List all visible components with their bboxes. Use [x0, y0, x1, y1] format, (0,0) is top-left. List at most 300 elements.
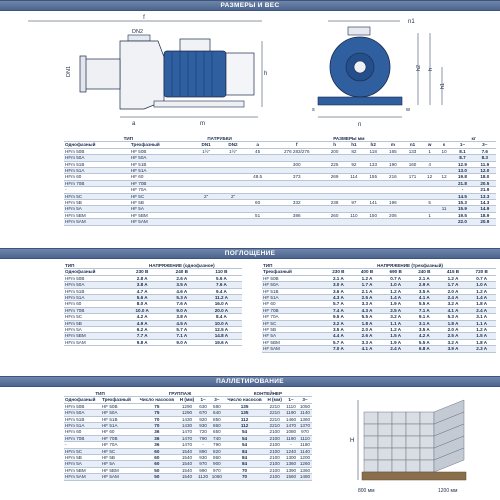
table-cell: 48.5 — [246, 174, 268, 180]
table-cell: 114 — [344, 174, 363, 180]
table-cell: HFm 5BM — [64, 212, 130, 218]
th-col: 415 В — [439, 269, 468, 275]
table-cell: HF 5C — [262, 320, 324, 326]
pallet-box — [420, 460, 434, 472]
th-three: Трехфазный — [130, 142, 193, 148]
table-cell: 3.5 A — [324, 327, 353, 333]
table-cell: 2100 — [265, 448, 284, 454]
th-col: 240 В — [410, 269, 439, 275]
table-cell: 300 — [269, 161, 325, 167]
th-col: h1 — [344, 142, 363, 148]
table-cell — [193, 219, 220, 225]
table-cell: 19.6 A — [201, 339, 242, 345]
table-cell: 930 — [196, 423, 210, 429]
th-col: 720 В — [467, 269, 496, 275]
table-cell: HF 5BM — [101, 467, 136, 473]
label-h: h — [428, 67, 434, 71]
table-cell: HF 5AM — [262, 346, 324, 352]
table-cell: 1½" — [220, 148, 247, 154]
th-col: 110 В — [201, 269, 242, 275]
table-cell: HF 60 — [262, 301, 324, 307]
th-col: 240 В — [163, 269, 201, 275]
table-cell: 13.0 — [451, 168, 473, 174]
table-cell: HF 51A — [262, 295, 324, 301]
table-cell: 14.3 — [474, 200, 496, 206]
table-cell: HF 50A — [262, 282, 324, 288]
table-cell: 1 — [422, 212, 436, 218]
table-cell: HFm 5A — [64, 206, 130, 212]
table-cell — [437, 219, 451, 225]
th-col: 230 В — [122, 269, 163, 275]
table-cell: 18.9 — [474, 212, 496, 218]
table-cell: 5.3 A — [163, 295, 201, 301]
table-cell: 1.9 A — [381, 301, 410, 307]
table-cell: 1½" — [193, 148, 220, 154]
label-w: w — [406, 107, 410, 113]
table-cell: 8.0 A — [122, 301, 163, 307]
table-cell: HF 60 — [101, 429, 136, 435]
table-cell: 1.8 A — [467, 339, 496, 345]
table-cell: 110 — [344, 212, 363, 218]
table-cell: 860 — [210, 455, 224, 461]
table-cell: 1180 — [298, 442, 312, 448]
table-cell: 5.5 A — [410, 301, 439, 307]
table-cell: 630 — [196, 403, 210, 409]
table-cell: HF 5B — [262, 327, 324, 333]
table-cell: 7.6 — [474, 148, 496, 154]
table-cell: HF 5A — [262, 333, 324, 339]
table-cell: HF 5BM — [262, 339, 324, 345]
table-cell: 3.2 A — [381, 314, 410, 320]
table-cell: 1060 — [211, 474, 222, 480]
table-cell: 8.1 — [451, 148, 473, 154]
table-cell: 4.3 A — [324, 295, 353, 301]
th-voltage-three: НАПРЯЖЕНИЕ (трехфазный) — [324, 263, 496, 269]
table-cell: 1110 — [298, 435, 312, 441]
table-cell: 2100 — [265, 455, 284, 461]
th-col: m — [383, 142, 403, 148]
table-cell: - — [284, 442, 298, 448]
table-cell: 11.9 — [474, 161, 496, 167]
table-cell: 20.5 — [474, 180, 496, 186]
table-cell: 3.5 A — [163, 282, 201, 288]
table-cell: 2.1 A — [324, 275, 353, 281]
table-cell: 1080 — [285, 429, 297, 435]
table-cell: 12.5 A — [201, 327, 242, 333]
table-cell: HF 51B — [262, 288, 324, 294]
table-cell: 5.5 A — [410, 339, 439, 345]
table-cell: HFm 5AM — [64, 339, 122, 345]
table-cell: 36 — [136, 435, 177, 441]
table-cell: 21.9 — [474, 187, 496, 193]
table-cell: 60 — [246, 200, 268, 206]
table-cell: HFm 5BM — [64, 333, 122, 339]
table-cell: 5.7 A — [324, 339, 353, 345]
table-cell: 1240 — [285, 448, 297, 454]
table-cell: 2100 — [265, 461, 284, 467]
table-cell: 160 — [403, 161, 423, 167]
table-cell: HF 50A — [101, 410, 136, 416]
table-cell: HFm 5A — [64, 461, 101, 467]
th-type-single: ТИП — [64, 263, 122, 269]
table-cell: 112 — [224, 423, 265, 429]
pallet-row — [64, 474, 312, 480]
table-cell: 3.3 A — [353, 301, 382, 307]
th-type-pallet: ТИП — [64, 391, 136, 397]
table-cell: 2100 — [265, 429, 284, 435]
table-cell: 1.7 A — [439, 282, 468, 288]
table-cell: HF 5AM — [101, 474, 136, 480]
table-cell: 20.0 A — [201, 307, 242, 313]
current-three-table — [262, 263, 496, 353]
table-cell: 206 — [383, 212, 403, 218]
current-single-table — [64, 263, 242, 346]
table-cell: 216 — [383, 174, 403, 180]
th-count: Число насосов — [136, 397, 177, 403]
pallet-box — [420, 412, 434, 424]
table-cell: 200 — [325, 148, 345, 154]
table-cell: 7.1 A — [410, 307, 439, 313]
table-cell: 1540 — [178, 467, 197, 473]
table-cell: 133 — [403, 148, 423, 154]
table-cell: 9.0 A — [163, 307, 201, 313]
table-cell: HF 70A — [130, 187, 193, 193]
table-cell: HF 70A — [101, 442, 136, 448]
table-cell: HF 50B — [101, 403, 136, 409]
table-cell: 5.5 A — [353, 314, 382, 320]
table-cell: 2.4 A — [439, 295, 468, 301]
pallet-box — [406, 436, 420, 448]
table-cell: 141 — [363, 200, 383, 206]
table-cell: 22.0 — [451, 219, 473, 225]
th-h: H (мм) — [265, 397, 284, 403]
table-cell: 10.0 A — [122, 307, 163, 313]
table-cell: 7.1 A — [163, 333, 201, 339]
table-cell: HFm 70B — [64, 435, 101, 441]
table-cell: 4.5 A — [163, 320, 201, 326]
table-cell: 1.7 A — [353, 282, 382, 288]
table-cell: 2.4 A — [381, 346, 410, 352]
table-cell: 1.2 A — [439, 275, 468, 281]
label-dn1: DN1 — [66, 65, 72, 77]
table-cell: 2.4 A — [467, 307, 496, 313]
pallet-row — [64, 461, 312, 467]
label-n: n — [358, 122, 362, 128]
table-cell: 970 — [196, 461, 210, 467]
table-cell: HF 51B — [130, 161, 193, 167]
table-cell: 155 — [363, 174, 383, 180]
table-cell — [246, 219, 268, 225]
table-cell: HF 70B — [262, 307, 324, 313]
th-col: 3~ — [474, 142, 496, 148]
table-cell: 1140 — [298, 410, 312, 416]
pallet-box — [406, 448, 420, 460]
table-cell: 2100 — [265, 442, 284, 448]
label-h2: h2 — [416, 64, 422, 71]
th-kg: кг — [451, 136, 496, 142]
table-cell: 14.8 A — [201, 333, 242, 339]
table-cell: HFm 50B — [64, 403, 101, 409]
table-cell: 4.3 A — [353, 307, 382, 313]
table-cell: 1120 — [198, 474, 209, 480]
table-cell: 970 — [298, 429, 312, 435]
table-cell: 60 — [136, 455, 177, 461]
table-cell: 3.9 A — [439, 346, 468, 352]
pallet-row — [64, 455, 312, 461]
table-cell: 1360 — [299, 467, 311, 473]
pallet-box — [392, 436, 406, 448]
table-cell: 2.0 A — [439, 327, 468, 333]
table-cell: 3.1 A — [467, 314, 496, 320]
dims-table — [64, 136, 496, 226]
table-cell: HFm 50B — [64, 148, 130, 154]
table-cell: - — [64, 442, 101, 448]
table-cell: 790 — [196, 435, 210, 441]
table-cell: 13.3 — [474, 193, 496, 199]
table-cell: HF 5BM — [130, 212, 193, 218]
table-cell: 820 — [210, 448, 224, 454]
table-cell: 11.2 A — [201, 295, 242, 301]
pallet-box — [378, 460, 392, 472]
table-cell: 45 — [246, 148, 268, 154]
table-cell: HFm 5C — [64, 314, 122, 320]
table-cell — [325, 219, 345, 225]
table-cell: 1.4 A — [467, 295, 496, 301]
th-type: ТИП — [64, 136, 193, 142]
table-cell: HFm 5B — [64, 320, 122, 326]
table-cell — [383, 219, 403, 225]
table-cell: 7.6 A — [201, 282, 242, 288]
dims-row — [64, 219, 496, 225]
table-cell: 386 — [269, 212, 325, 218]
section-current-bar: ПОГЛОЩЕНИЕ — [0, 248, 500, 259]
table-cell: 12.0 — [474, 168, 496, 174]
th-kg1: 1~ — [284, 397, 298, 403]
table-cell: 75 — [136, 410, 177, 416]
table-cell: 1540 — [178, 474, 197, 480]
pallet-box — [392, 424, 406, 436]
pallet-label-w2: 1200 мм — [438, 488, 458, 494]
table-cell: 3.2 A — [324, 320, 353, 326]
current-row — [262, 346, 496, 352]
table-cell: 2210 — [265, 416, 284, 422]
pallet-row — [64, 423, 312, 429]
table-cell: 2.5 A — [381, 307, 410, 313]
table-cell: - — [64, 187, 130, 193]
table-cell: 1480 — [299, 474, 311, 480]
th-voltage-single: НАПРЯЖЕНИЕ (однофазное) — [122, 263, 242, 269]
table-cell: 1.8 A — [439, 320, 468, 326]
table-cell: 1.2 A — [381, 327, 410, 333]
th-dn1: DN1 — [193, 142, 220, 148]
table-cell: 2.0 A — [439, 288, 468, 294]
pump-side-drawing — [24, 13, 268, 133]
table-cell: 1.0 A — [381, 282, 410, 288]
table-cell: 920 — [196, 416, 210, 422]
th-kg3: 3~ — [210, 397, 224, 403]
table-cell: 1540 — [178, 448, 197, 454]
table-cell — [403, 219, 423, 225]
table-cell: 84 — [224, 448, 265, 454]
table-cell: 2.3 A — [467, 346, 496, 352]
table-cell: 1290 — [178, 410, 197, 416]
table-cell: 6.2 A — [122, 327, 163, 333]
table-cell: HFm 51B — [64, 416, 101, 422]
table-cell: 16.0 A — [201, 301, 242, 307]
pallet-box — [392, 460, 406, 472]
table-cell: 70 — [136, 416, 177, 422]
pallet-row — [64, 442, 312, 448]
table-cell: HFm 5C — [64, 193, 130, 199]
table-cell: 150 — [363, 212, 383, 218]
table-cell: - — [196, 442, 210, 448]
table-cell: 580 — [210, 403, 224, 409]
table-cell: 3.6 A — [324, 288, 353, 294]
pallet-box — [406, 424, 420, 436]
pallet-box — [420, 436, 434, 448]
th-dn2: DN2 — [220, 142, 247, 148]
table-cell: 70 — [224, 474, 265, 480]
table-cell: HF 5AM — [130, 219, 193, 225]
table-cell: HFm 50B — [64, 275, 122, 281]
table-cell: 1300 — [285, 455, 297, 461]
th-col: w — [422, 142, 436, 148]
table-cell: 5.3 A — [439, 314, 468, 320]
table-cell: 60 — [136, 461, 177, 467]
table-cell: 14.5 — [451, 193, 473, 199]
table-cell: 1140 — [298, 448, 312, 454]
th-three-pallet: Трехфазный — [101, 397, 136, 403]
label-a: a — [132, 121, 136, 127]
table-cell: 171 — [403, 174, 423, 180]
table-cell: HF 5B — [101, 455, 136, 461]
pallet-box — [392, 412, 406, 424]
table-cell: 1.8 A — [467, 301, 496, 307]
th-col: 400 В — [353, 269, 382, 275]
th-col: 1~ — [451, 142, 473, 148]
table-cell: 3.8 A — [122, 282, 163, 288]
th-three-col: Трехфазный — [262, 269, 324, 275]
table-cell: 3.2 A — [439, 301, 468, 307]
th-kg1: 1~ — [196, 397, 210, 403]
table-cell: 1.1 A — [467, 320, 496, 326]
table-cell: 260 — [325, 212, 345, 218]
table-cell: 1430 — [178, 423, 197, 429]
table-cell: 0.7 A — [467, 275, 496, 281]
th-col: h2 — [363, 142, 383, 148]
table-cell: 650 — [210, 429, 224, 435]
table-cell: 720 — [196, 429, 210, 435]
pallet-row — [64, 410, 312, 416]
table-cell: 2.0 A — [353, 327, 382, 333]
table-cell: 1.2 A — [467, 288, 496, 294]
table-cell: 7.4 A — [324, 307, 353, 313]
table-cell — [363, 219, 383, 225]
table-cell: 7.6 A — [163, 301, 201, 307]
table-cell: 2.8 A — [122, 275, 163, 281]
table-cell: 1.4 A — [381, 295, 410, 301]
pallet-row — [64, 416, 312, 422]
table-cell: 135 — [224, 403, 265, 409]
pallet-label-h: H — [350, 438, 355, 444]
table-cell: HFm 60 — [64, 429, 101, 435]
table-cell: 2" — [193, 193, 220, 199]
table-cell: 165 — [383, 148, 403, 154]
th-group: ГРУППАЖ — [136, 391, 224, 397]
table-cell: HFm 5B — [64, 455, 101, 461]
label-m: m — [200, 121, 205, 127]
pallet-base — [362, 472, 466, 480]
th-type-three: ТИП — [262, 263, 324, 269]
table-cell: 1370 — [299, 423, 311, 429]
table-cell: 5.6 A — [201, 275, 242, 281]
th-col: h — [325, 142, 345, 148]
table-cell: 3.0 A — [324, 282, 353, 288]
table-cell: 54 — [224, 442, 265, 448]
table-cell: 2100 — [265, 474, 284, 480]
th-container: КОНТЕЙНЕР — [224, 391, 312, 397]
pallet-box — [364, 448, 378, 460]
table-cell: HF 5C — [130, 193, 193, 199]
label-h-side: h — [264, 71, 268, 77]
pallet-box — [364, 412, 378, 424]
table-cell: 8.7 — [451, 155, 473, 161]
table-cell: 1200 — [299, 455, 311, 461]
table-cell: HFm 5BM — [64, 467, 101, 473]
table-cell: 75 — [136, 403, 177, 409]
table-cell: HF 50B — [130, 148, 193, 154]
table-cell: 4.2 A — [410, 333, 439, 339]
table-cell: 9.5 A — [324, 314, 353, 320]
table-cell: 5.7 A — [324, 301, 353, 307]
table-cell: 3.1 A — [410, 320, 439, 326]
table-cell: 36 — [136, 442, 177, 448]
table-cell: 1.5 A — [381, 333, 410, 339]
table-cell: 70 — [224, 467, 265, 473]
pallet-box — [364, 436, 378, 448]
table-cell: 790 — [210, 442, 224, 448]
table-cell: 7.0 A — [324, 346, 353, 352]
table-cell: HF 5C — [101, 448, 136, 454]
th-col: n1 — [403, 142, 423, 148]
table-cell: HFm 70B — [64, 180, 130, 186]
label-n1: n1 — [408, 19, 415, 25]
table-cell: 2.9 A — [410, 282, 439, 288]
pallet-row — [64, 435, 312, 441]
table-cell: 1.5 A — [467, 333, 496, 339]
table-cell: 1.9 A — [381, 339, 410, 345]
pallet-row — [64, 403, 312, 409]
table-cell: 9.8 A — [122, 339, 163, 345]
table-cell: 10 — [437, 148, 451, 154]
table-cell: 1 — [422, 148, 436, 154]
table-cell: HFm 60 — [64, 174, 130, 180]
table-cell: 225 — [325, 161, 345, 167]
table-cell: HF 70A — [262, 314, 324, 320]
table-cell — [269, 219, 325, 225]
table-cell: 1360 — [299, 416, 311, 422]
table-cell: 2210 — [265, 403, 284, 409]
table-cell: 54 — [224, 435, 265, 441]
pallet-box — [378, 448, 392, 460]
table-cell: 670 — [196, 410, 210, 416]
table-cell: 20.9 — [474, 219, 496, 225]
table-cell: 2100 — [265, 467, 284, 473]
th-col: 230 В — [324, 269, 353, 275]
table-cell: 740 — [210, 435, 224, 441]
table-cell: HFm 70B — [64, 307, 122, 313]
table-cell: 196 — [383, 200, 403, 206]
